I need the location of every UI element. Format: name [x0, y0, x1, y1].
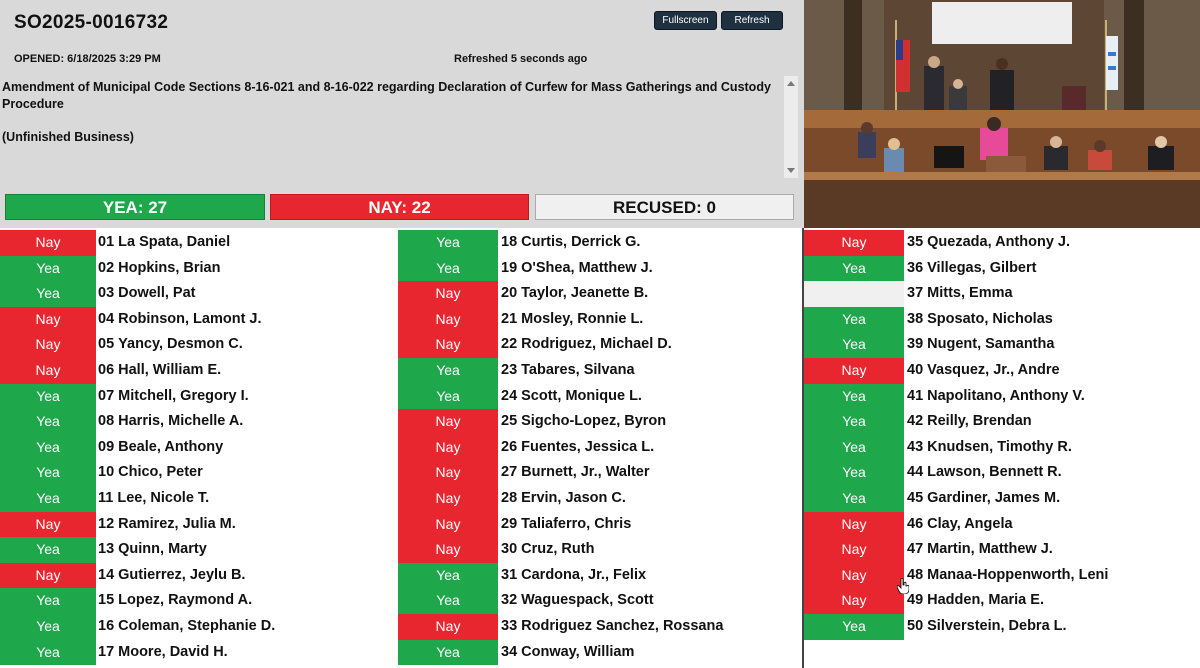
vote-badge: Yea: [0, 588, 96, 614]
member-name-cell: [501, 358, 635, 384]
member-name: Conway, William: [521, 643, 635, 660]
member-row: [398, 563, 794, 589]
member-name-cell: [907, 358, 1060, 384]
member-row: [804, 460, 1200, 486]
ward-number: 22: [501, 336, 518, 353]
member-name: Hadden, Maria E.: [927, 592, 1044, 609]
member-name-cell: [501, 614, 723, 640]
vote-badge: Nay: [398, 512, 498, 538]
scroll-up-icon[interactable]: [787, 81, 795, 86]
ward-number: 28: [501, 489, 518, 506]
vote-badge: Nay: [0, 332, 96, 358]
vote-badge: Nay: [0, 358, 96, 384]
vote-badge: Yea: [398, 256, 498, 282]
member-row: [804, 614, 1200, 640]
nay-tally: NAY: 22: [270, 194, 529, 220]
member-name: Cardona, Jr., Felix: [521, 566, 647, 583]
member-name-cell: [907, 307, 1053, 333]
vote-badge: Yea: [0, 409, 96, 435]
member-name-cell: [501, 537, 594, 563]
ward-number: 02: [98, 259, 115, 276]
ward-number: 44: [907, 464, 924, 481]
member-name: Tabares, Silvana: [521, 361, 635, 378]
fullscreen-button[interactable]: Fullscreen: [654, 11, 717, 30]
member-name-cell: [907, 563, 1108, 589]
member-column-3: [804, 230, 1200, 640]
member-name-cell: [98, 563, 245, 589]
member-row: [804, 358, 1200, 384]
vote-badge: Yea: [804, 614, 904, 640]
member-name: Robinson, Lamont J.: [118, 310, 262, 327]
member-name: La Spata, Daniel: [118, 234, 231, 250]
member-row: [0, 332, 396, 358]
scroll-down-icon[interactable]: [787, 168, 795, 173]
member-name: Quezada, Anthony J.: [927, 234, 1071, 250]
member-name: Mosley, Ronnie L.: [521, 310, 644, 327]
vote-badge: Yea: [398, 358, 498, 384]
ward-number: 16: [98, 617, 115, 634]
vote-badge: Nay: [398, 281, 498, 307]
vote-badge: Yea: [398, 640, 498, 666]
member-row: [0, 486, 396, 512]
member-name: Quinn, Marty: [118, 541, 207, 558]
member-name-cell: [907, 512, 1013, 538]
member-name-cell: [98, 230, 230, 256]
video-frame: [804, 0, 1200, 228]
ward-number: 29: [501, 515, 518, 532]
member-row: [0, 588, 396, 614]
member-row: [0, 384, 396, 410]
member-row: [804, 512, 1200, 538]
member-name: Gutierrez, Jeylu B.: [118, 566, 246, 583]
ward-number: 49: [907, 592, 924, 609]
member-name-cell: [907, 614, 1067, 640]
vote-badge: Yea: [804, 332, 904, 358]
member-name-cell: [98, 384, 249, 410]
member-row: [398, 537, 794, 563]
ward-number: 18: [501, 234, 518, 250]
member-row: [0, 409, 396, 435]
member-row: [804, 256, 1200, 282]
opened-timestamp: OPENED: 6/18/2025 3:29 PM: [14, 53, 161, 65]
ward-number: 26: [501, 438, 518, 455]
vote-badge: Nay: [804, 512, 904, 538]
member-row: [0, 460, 396, 486]
member-row: [0, 512, 396, 538]
member-name-cell: [98, 460, 203, 486]
vote-badge: Nay: [804, 230, 904, 256]
member-name-cell: [98, 614, 275, 640]
vote-badge: Nay: [804, 563, 904, 589]
vote-badge: Nay: [0, 512, 96, 538]
ward-number: 03: [98, 285, 115, 302]
vote-badge: Yea: [398, 563, 498, 589]
vote-badge: Yea: [0, 537, 96, 563]
member-name: Manaa-Hoppenworth, Leni: [927, 566, 1109, 583]
refresh-button[interactable]: Refresh: [721, 11, 783, 30]
member-name-cell: [501, 435, 654, 461]
member-name: Nugent, Samantha: [927, 336, 1055, 353]
vote-badge: Yea: [0, 640, 96, 666]
member-name: Dowell, Pat: [118, 285, 196, 302]
member-row: [398, 614, 794, 640]
member-name: Reilly, Brendan: [927, 413, 1032, 430]
member-name: Coleman, Stephanie D.: [118, 617, 276, 634]
member-name-cell: [98, 358, 221, 384]
member-name: Taylor, Jeanette B.: [521, 285, 649, 302]
ward-number: 20: [501, 285, 518, 302]
member-name-cell: [98, 307, 262, 333]
member-row: [804, 588, 1200, 614]
member-row: [0, 230, 396, 256]
member-row: [398, 256, 794, 282]
member-row: [804, 537, 1200, 563]
member-name: Rodriguez, Michael D.: [521, 336, 672, 353]
ward-number: 48: [907, 566, 924, 583]
vote-badge: [804, 281, 904, 307]
member-name-cell: [98, 256, 220, 282]
member-row: [804, 384, 1200, 410]
member-name: Rodriguez Sanchez, Rossana: [521, 617, 724, 634]
ward-number: 17: [98, 643, 115, 660]
ward-number: 01: [98, 234, 115, 250]
member-name-cell: [501, 588, 654, 614]
member-name-cell: [98, 435, 223, 461]
member-name: Ramirez, Julia M.: [118, 515, 236, 532]
member-name: Curtis, Derrick G.: [521, 234, 641, 250]
vote-badge: Yea: [804, 384, 904, 410]
vote-badge: Yea: [804, 460, 904, 486]
member-name: Lopez, Raymond A.: [118, 592, 253, 609]
member-name: Mitts, Emma: [927, 285, 1013, 302]
ward-number: 35: [907, 234, 924, 250]
ward-number: 06: [98, 361, 115, 378]
member-name-cell: [501, 460, 650, 486]
member-name: Waguespack, Scott: [521, 592, 654, 609]
member-row: [0, 281, 396, 307]
member-row: [0, 563, 396, 589]
vote-badge: Yea: [398, 384, 498, 410]
vote-badge: Yea: [0, 460, 96, 486]
vote-badge: Yea: [398, 230, 498, 256]
ward-number: 19: [501, 259, 518, 276]
ward-number: 25: [501, 413, 518, 430]
member-row: [804, 563, 1200, 589]
ward-number: 21: [501, 310, 518, 327]
ward-number: 11: [98, 489, 114, 506]
vote-badge: Nay: [398, 537, 498, 563]
member-name: Gardiner, James M.: [927, 489, 1061, 506]
member-name: Lawson, Bennett R.: [927, 464, 1062, 481]
vote-badge: Yea: [804, 409, 904, 435]
ward-number: 14: [98, 566, 115, 583]
ward-number: 34: [501, 643, 518, 660]
member-name: Moore, David H.: [118, 643, 228, 660]
vote-badge: Nay: [0, 563, 96, 589]
member-name-cell: [501, 384, 642, 410]
member-name: Chico, Peter: [118, 464, 203, 481]
member-row: [398, 358, 794, 384]
member-row: [804, 307, 1200, 333]
member-name-cell: [501, 409, 666, 435]
member-row: [804, 332, 1200, 358]
vote-badge: Yea: [398, 588, 498, 614]
member-name-cell: [907, 230, 1070, 256]
vote-badge: Nay: [398, 332, 498, 358]
member-name: Beale, Anthony: [118, 438, 224, 455]
member-name-cell: [501, 512, 631, 538]
member-row: [0, 614, 396, 640]
ward-number: 10: [98, 464, 115, 481]
member-name-cell: [907, 281, 1013, 307]
member-row: [398, 307, 794, 333]
vote-badge: Yea: [804, 256, 904, 282]
member-name-cell: [98, 640, 228, 666]
ward-number: 31: [501, 566, 518, 583]
member-row: [0, 307, 396, 333]
member-row: [398, 332, 794, 358]
member-row: [0, 435, 396, 461]
member-column-2: [398, 230, 794, 665]
ward-number: 37: [907, 285, 924, 302]
member-name: Scott, Monique L.: [521, 387, 642, 404]
member-column-1: [0, 230, 396, 665]
council-chamber-video[interactable]: [804, 0, 1200, 228]
ordinance-description: Amendment of Municipal Code Sections 8-16-021 and 8-16-022 regarding Declaration of Curfew for Mass Gatherings and Custody Procedure: [2, 80, 771, 111]
vote-badge: Nay: [398, 614, 498, 640]
member-name: Cruz, Ruth: [521, 541, 595, 558]
member-name-cell: [501, 486, 626, 512]
member-row: [398, 435, 794, 461]
ward-number: 38: [907, 310, 924, 327]
vote-badge: Yea: [0, 435, 96, 461]
member-row: [0, 640, 396, 666]
member-name: Vasquez, Jr., Andre: [927, 361, 1060, 378]
vote-badge: Yea: [804, 307, 904, 333]
member-row: [398, 460, 794, 486]
member-name-cell: [98, 537, 207, 563]
member-name: Martin, Matthew J.: [927, 541, 1053, 558]
member-name: Silverstein, Debra L.: [927, 617, 1067, 634]
vote-badge: Nay: [0, 230, 96, 256]
vote-badge: Nay: [804, 588, 904, 614]
ward-number: 12: [98, 515, 115, 532]
member-name: Lee, Nicole T.: [117, 489, 210, 506]
member-name: Napolitano, Anthony V.: [927, 387, 1085, 404]
description-scrollbar[interactable]: [784, 76, 798, 178]
member-name: Hopkins, Brian: [118, 259, 221, 276]
header-panel: [0, 0, 804, 228]
ordinance-status: (Unfinished Business): [2, 130, 134, 144]
ward-number: 30: [501, 541, 518, 558]
recused-tally: RECUSED: 0: [535, 194, 794, 220]
refreshed-status: Refreshed 5 seconds ago: [454, 53, 588, 65]
member-row: [398, 281, 794, 307]
hand-cursor-icon: [897, 578, 909, 594]
vote-badge: Nay: [804, 537, 904, 563]
member-name-cell: [501, 332, 672, 358]
vote-badge: Yea: [0, 486, 96, 512]
member-name: Sposato, Nicholas: [927, 310, 1053, 327]
ward-number: 07: [98, 387, 115, 404]
member-name: Villegas, Gilbert: [927, 259, 1037, 276]
member-name: Burnett, Jr., Walter: [521, 464, 650, 481]
member-name-cell: [98, 588, 252, 614]
ward-number: 42: [907, 413, 924, 430]
member-name-cell: [98, 409, 243, 435]
vote-badge: Yea: [0, 384, 96, 410]
member-name-cell: [501, 256, 653, 282]
member-name: Hall, William E.: [118, 361, 222, 378]
member-name-cell: [98, 512, 236, 538]
member-name-cell: [907, 384, 1085, 410]
member-row: [398, 588, 794, 614]
ward-number: 41: [907, 387, 924, 404]
yea-tally: YEA: 27: [5, 194, 265, 220]
member-name-cell: [907, 256, 1036, 282]
record-id: SO2025-0016732: [14, 12, 169, 33]
ward-number: 04: [98, 310, 115, 327]
member-name-cell: [501, 563, 646, 589]
member-row: [804, 435, 1200, 461]
ward-number: 47: [907, 541, 924, 558]
member-name-cell: [907, 435, 1072, 461]
member-name: Yancy, Desmon C.: [118, 336, 243, 353]
vote-badge: Nay: [398, 409, 498, 435]
member-name: Clay, Angela: [927, 515, 1013, 532]
ward-number: 15: [98, 592, 115, 609]
member-row: [398, 486, 794, 512]
ward-number: 24: [501, 387, 518, 404]
vote-badge: Nay: [398, 435, 498, 461]
member-name-cell: [98, 332, 243, 358]
member-row: [398, 512, 794, 538]
member-row: [804, 230, 1200, 256]
ward-number: 45: [907, 489, 924, 506]
member-name: Taliaferro, Chris: [521, 515, 632, 532]
member-row: [0, 537, 396, 563]
member-name: Sigcho-Lopez, Byron: [521, 413, 667, 430]
member-row: [398, 230, 794, 256]
vote-badge: Nay: [398, 307, 498, 333]
member-name-cell: [907, 588, 1044, 614]
member-name: Knudsen, Timothy R.: [927, 438, 1072, 455]
vote-badge: Nay: [0, 307, 96, 333]
vote-badge: Yea: [804, 435, 904, 461]
vote-badge: Yea: [0, 281, 96, 307]
member-name: Mitchell, Gregory I.: [118, 387, 249, 404]
member-row: [804, 486, 1200, 512]
ward-number: 09: [98, 438, 115, 455]
member-name-cell: [98, 281, 196, 307]
member-name: Fuentes, Jessica L.: [521, 438, 655, 455]
member-row: [804, 409, 1200, 435]
ward-number: 23: [501, 361, 518, 378]
ward-number: 39: [907, 336, 924, 353]
ward-number: 50: [907, 617, 924, 634]
member-name-cell: [98, 486, 209, 512]
ward-number: 32: [501, 592, 518, 609]
ward-number: 46: [907, 515, 924, 532]
member-name: Ervin, Jason C.: [521, 489, 626, 506]
ward-number: 13: [98, 541, 115, 558]
member-name-cell: [501, 307, 643, 333]
member-row: [398, 409, 794, 435]
ward-number: 27: [501, 464, 518, 481]
member-row: [398, 640, 794, 666]
member-name-cell: [907, 537, 1053, 563]
member-name-cell: [501, 640, 634, 666]
ward-number: 43: [907, 438, 924, 455]
ward-number: 36: [907, 259, 924, 276]
ward-number: 08: [98, 413, 115, 430]
vote-badge: Nay: [804, 358, 904, 384]
member-name-cell: [907, 332, 1054, 358]
vote-badge: Yea: [0, 256, 96, 282]
member-name-cell: [907, 460, 1062, 486]
ward-number: 40: [907, 361, 924, 378]
member-row: [0, 256, 396, 282]
vote-badge: Nay: [398, 460, 498, 486]
member-name-cell: [907, 486, 1060, 512]
vote-badge: Yea: [0, 614, 96, 640]
member-name-cell: [501, 281, 648, 307]
member-name-cell: [501, 230, 640, 256]
member-name: Harris, Michelle A.: [118, 413, 244, 430]
member-row: [0, 358, 396, 384]
member-name-cell: [907, 409, 1032, 435]
member-name: O'Shea, Matthew J.: [521, 259, 653, 276]
description-box[interactable]: [0, 76, 798, 178]
member-row: [398, 384, 794, 410]
ward-number: 33: [501, 617, 518, 634]
vote-badge: Yea: [804, 486, 904, 512]
vote-badge: Nay: [398, 486, 498, 512]
ward-number: 05: [98, 336, 115, 353]
member-row: [804, 281, 1200, 307]
